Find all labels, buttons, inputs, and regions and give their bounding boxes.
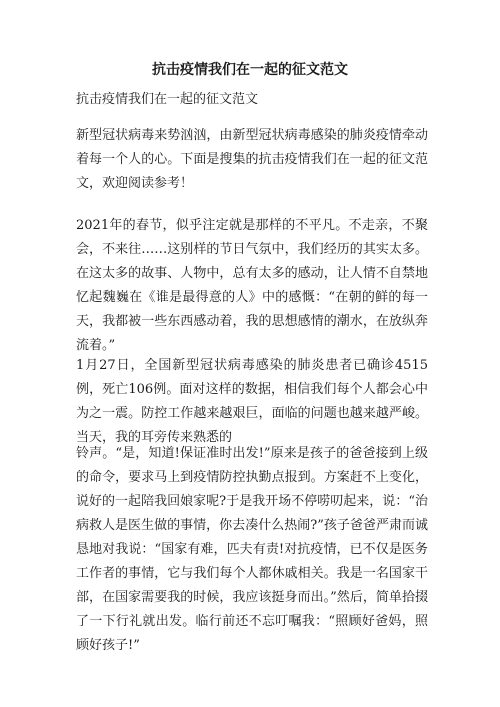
document-title: 抗击疫情我们在一起的征文范文 bbox=[152, 62, 348, 78]
paragraph-spring-festival: 2021年的春节，似乎注定就是那样的不平凡。不走亲，不聚会，不来往……这别样的节日气氛中，我们经历的其实太多。在这太多的故事、人物中，总有太多的感动，让人情不自禁地忆起魏巍在《谁是最得意的人》中的感慨：“在朝的鲜的每一天，我都被一些东西感动着，我的思想感情的潮水，在放纵奔流着。” bbox=[76, 218, 428, 353]
paragraph-statistics: 1月27日，全国新型冠状病毒感染的肺炎患者已确诊4515例，死亡106例。面对这样的数据，相信我们每个人都会心中为之一震。防控工作越来越艰巨，面临的问题也越来越严峻。当天，我的耳旁传来熟悉的 bbox=[76, 358, 428, 445]
document-subtitle: 抗击疫情我们在一起的征文范文 bbox=[76, 92, 259, 107]
paragraph-story: 铃声。“是，知道!保证准时出发!”原来是孩子的爸爸接到上级的命令，要求马上到疫情防控执勤点报到。方案赶不上变化，说好的一起陪我回娘家呢?于是我开场不停唠叨起来，说：“治病救人是医生做的事情，你去凑什么热闹?”孩子爸爸严肃而诚恳地对我说：“国家有难，匹夫有责!对抗疫情，已不仅是医务工作者的事情，它与我们每个人都休戚相关。我是一名国家干部，在国家需要我的时候，我应该挺身而出。”然后，简单拾掇了一下行礼就出发。临行前还不忘叮嘱我：“照顾好爸妈，照顾好孩子!” bbox=[76, 446, 428, 653]
paragraph-intro: 新型冠状病毒来势汹汹，由新型冠状病毒感染的肺炎疫情牵动着每一个人的心。下面是搜集的抗击疫情我们在一起的征文范文，欢迎阅读参考！ bbox=[76, 128, 428, 191]
